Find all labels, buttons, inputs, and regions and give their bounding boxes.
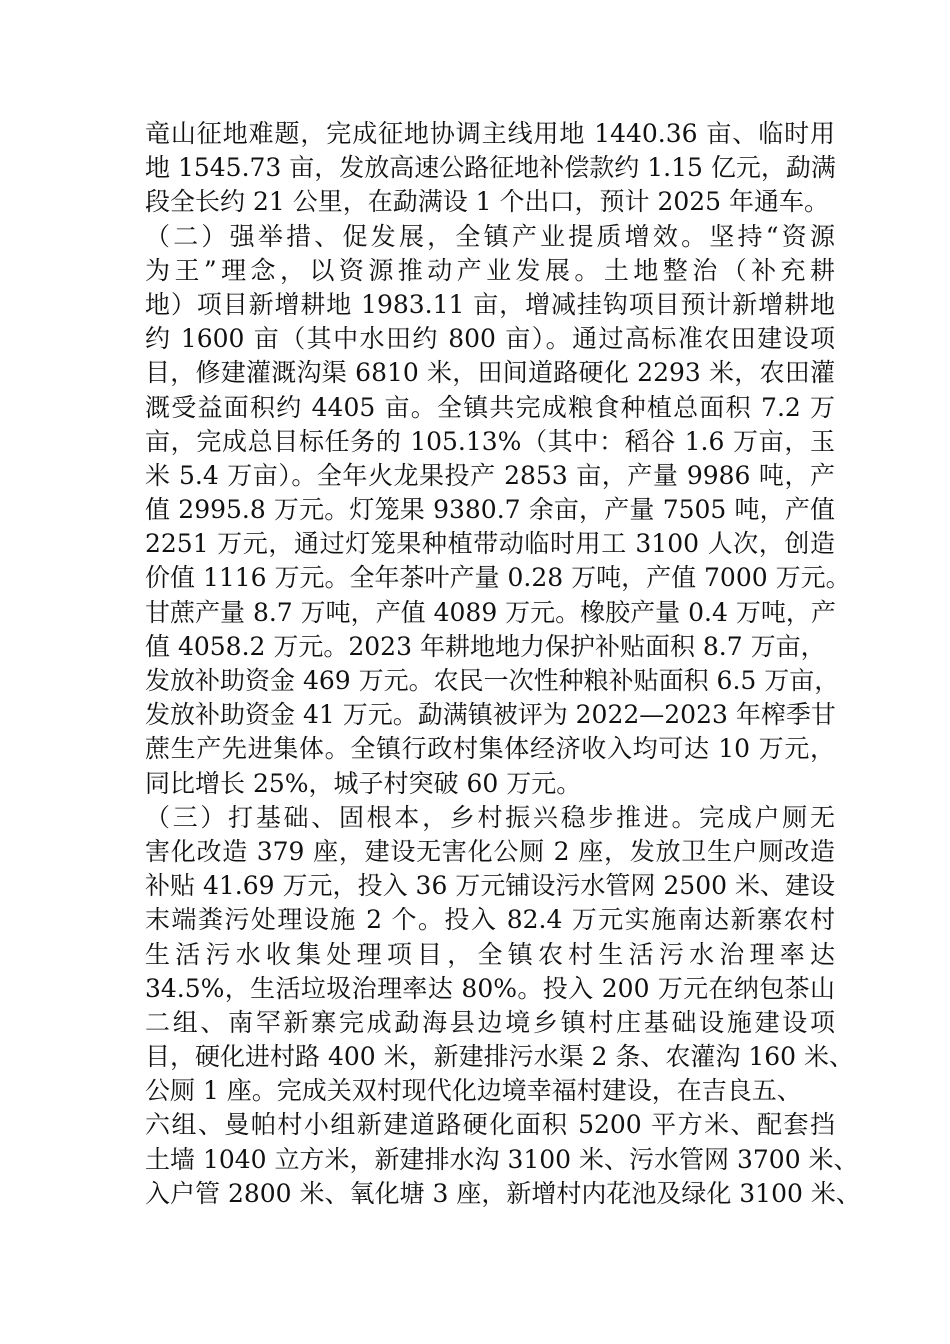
text-line: 蔗生产先进集体。全镇行政村集体经济收入均可达 10 万元，: [145, 734, 835, 764]
text-line: 土墙 1040 立方米，新建排水沟 3100 米、污水管网 3700 米、: [145, 1144, 859, 1174]
text-line: 二组、南罕新寨完成勐海县边境乡镇村庄基础设施建设项: [145, 1007, 835, 1037]
text-line: 约 1600 亩（其中水田约 800 亩）。通过高标准农田建设项: [145, 324, 835, 354]
text-line: 34.5%，生活垃圾治理率达 80%。投入 200 万元在纳包茶山: [145, 973, 835, 1003]
text-line: 补贴 41.69 万元，投入 36 万元铺设污水管网 2500 米、建设: [145, 871, 835, 901]
text-line: 米 5.4 万亩）。全年火龙果投产 2853 亩，产量 9986 吨，产: [145, 460, 835, 490]
text-line: 竜山征地难题，完成征地协调主线用地 1440.36 亩、临时用: [145, 119, 835, 148]
text-line: 生活污水收集处理项目，全镇农村生活污水治理率达: [145, 939, 835, 969]
text-line: 亩，完成总目标任务的 105.13%（其中：稻谷 1.6 万亩，玉: [145, 426, 835, 456]
text-line: 同比增长 25%，城子村突破 60 万元。: [145, 768, 582, 798]
text-line: 为王”理念，以资源推动产业发展。土地整治（补充耕: [145, 255, 835, 285]
paragraph-heading-line: （二）强举措、促发展，全镇产业提质增效。坚持“资源: [145, 221, 835, 251]
text-line: 目，硬化进村路 400 米，新建排污水渠 2 条、农灌沟 160 米、: [145, 1042, 855, 1072]
text-line: 值 4058.2 万元。2023 年耕地地力保护补贴面积 8.7 万亩，: [145, 631, 826, 661]
text-line: 2251 万元，通过灯笼果种植带动临时用工 3100 人次，创造: [145, 529, 835, 559]
text-line: 入户管 2800 米、氧化塘 3 座，新增村内花池及绿化 3100 米、: [145, 1178, 861, 1208]
text-line: 公厕 1 座。完成关双村现代化边境幸福村建设，在吉良五、: [145, 1076, 802, 1106]
text-line: 地）项目新增耕地 1983.11 亩，增减挂钩项目预计新增耕地: [145, 289, 835, 319]
text-line: 发放补助资金 469 万元。农民一次性种粮补贴面积 6.5 万亩，: [145, 666, 840, 695]
text-line: 六组、曼帕村小组新建道路硬化面积 5200 平方米、配套挡: [145, 1110, 835, 1140]
text-line: 发放补助资金 41 万元。勐满镇被评为 2022—2023 年榨季甘: [145, 700, 836, 730]
text-line: 价值 1116 万元。全年茶叶产量 0.28 万吨，产值 7000 万元。: [145, 563, 851, 593]
text-line: 末端粪污处理设施 2 个。投入 82.4 万元实施南达新寨农村: [145, 905, 835, 935]
text-line: 值 2995.8 万元。灯笼果 9380.7 余亩，产量 7505 吨，产值: [145, 495, 835, 525]
text-line: 地 1545.73 亩，发放高速公路征地补偿款约 1.15 亿元，勐满: [145, 153, 836, 183]
text-line: 甘蔗产量 8.7 万吨，产值 4089 万元。橡胶产量 0.4 万吨，产: [145, 597, 836, 627]
paragraph-heading-line: （三）打基础、固根本，乡村振兴稳步推进。完成户厕无: [145, 802, 835, 832]
document-page: [145, 117, 861, 1211]
text-line: 溉受益面积约 4405 亩。全镇共完成粮食种植总面积 7.2 万: [145, 392, 835, 422]
text-line: 段全长约 21 公里，在勐满设 1 个出口，预计 2025 年通车。: [145, 187, 830, 217]
text-line: 目，修建灌溉沟渠 6810 米，田间道路硬化 2293 米，农田灌: [145, 358, 835, 388]
text-line: 害化改造 379 座，建设无害化公厕 2 座，发放卫生户厕改造: [145, 836, 835, 866]
